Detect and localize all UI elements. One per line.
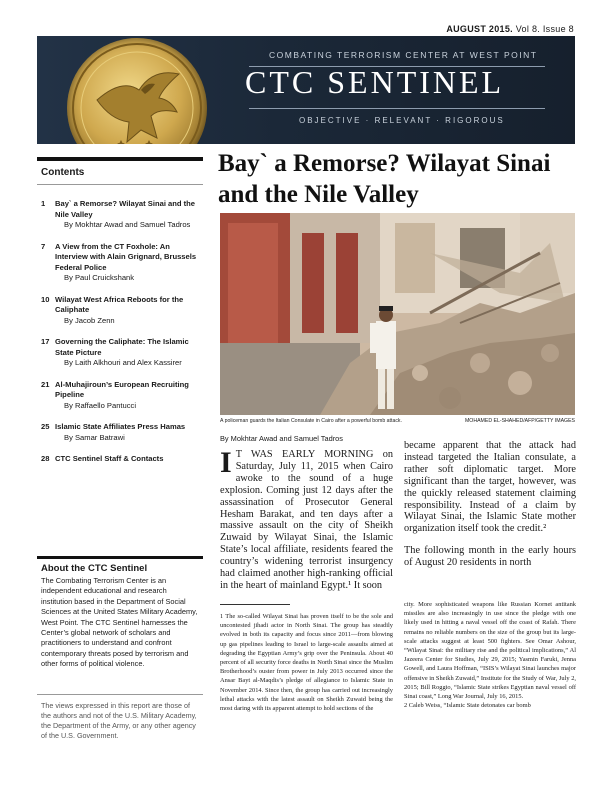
contents-item-title: Bay` a Remorse? Wilayat Sinai and the Nile Valley xyxy=(55,199,196,219)
contents-item-page: 21 xyxy=(41,379,50,389)
contents-item[interactable] xyxy=(37,295,203,327)
contents-item-title: Al-Muhajiroun’s European Recruiting Pipeline xyxy=(55,379,189,399)
contents-item-title: A View from the CT Foxhole: An Interview with Alain Grignard, Brussels Federal Police xyxy=(55,241,197,272)
footnote-rule xyxy=(220,604,290,605)
article-column-2-paragraph-2: The following month in the early hours of August 20 residents in north xyxy=(404,545,576,569)
contents-item-title: Wilayat West Africa Reboots for the Caliphate xyxy=(55,294,184,314)
masthead-tagline: OBJECTIVE · RELEVANT · RIGOROUS xyxy=(299,116,505,125)
contents-item-page: 1 xyxy=(41,199,46,208)
about-body: The Combating Terrorism Center is an independent educational and research institution based in the Department of Social Sciences at the United States Military Academy, West Point. The CTC Sentinel harnesses the Center’s global network of scholars and practitioners to understand and confront contemporary threats posed by terrorism and other forms of political violence. xyxy=(41,576,198,669)
article-byline: By Mokhtar Awad and Samuel Tadros xyxy=(220,434,343,443)
masthead xyxy=(37,36,575,144)
contents-item-text xyxy=(55,454,203,465)
contents-top-rule xyxy=(37,157,203,161)
disclaimer-rule xyxy=(37,694,203,695)
contents-item-title: Governing the Caliphate: The Islamic State Picture xyxy=(55,337,189,357)
contents-item-author: By Mokhtar Awad and Samuel Tadros xyxy=(64,220,191,229)
issue-date: AUGUST 2015. xyxy=(446,24,513,34)
contents-item-text xyxy=(55,380,203,412)
disclaimer-section xyxy=(37,694,203,741)
photo-caption-row xyxy=(220,418,575,424)
contents-item-page: 25 xyxy=(41,422,50,431)
contents-item-page: 28 xyxy=(41,454,50,463)
contents-item-text xyxy=(55,422,203,443)
about-top-rule xyxy=(37,556,203,559)
contents-item-title: CTC Sentinel Staff & Contacts xyxy=(55,454,164,463)
issue-volume: Vol 8. Issue 8 xyxy=(515,24,574,34)
contents-heading: Contents xyxy=(41,167,85,178)
article-column-1-text: T WAS EARLY MORNING on Saturday, July 11, 2015 when Cairo awoke to the sound of a huge explosion. Coming just 12 days after the assassination of Prosecutor General Hesham Barakat, and ten days after a massive assault on the city of Sheikh Zuwaid by Wilayat Sinai, the Islamic State’s local affiliate, residents feared the country’s widening terrorist insurgency had claimed another high-ranking official in the heart of mainland Egypt.¹ It soon xyxy=(220,449,393,591)
article-photo xyxy=(220,213,575,415)
contents-item-author: By Paul Cruickshank xyxy=(64,273,135,282)
contents-list xyxy=(37,199,203,465)
contents-item-text xyxy=(55,295,203,327)
article-column-1 xyxy=(220,446,393,592)
contents-item[interactable] xyxy=(37,380,203,412)
photo-caption: A policeman guards the Italian Consulate in Cairo after a powerful bomb attack. xyxy=(220,418,402,424)
contents-sidebar xyxy=(37,157,203,476)
contents-item[interactable] xyxy=(37,242,203,284)
contents-item-page: 7 xyxy=(41,241,46,251)
about-heading: About the CTC Sentinel xyxy=(41,563,148,574)
contents-item-author: By Laith Alkhouri and Alex Kassirer xyxy=(64,358,182,367)
contents-item[interactable] xyxy=(37,337,203,369)
disclaimer-text: The views expressed in this report are those of the authors and not of the U.S. Military Academy, the Department of the Army, or any other agency of the U.S. Government. xyxy=(41,701,197,740)
contents-item-author: By Raffaello Pantucci xyxy=(64,400,137,410)
article-column-2 xyxy=(404,440,576,579)
article-headline: Bay` a Remorse? Wilayat Sinai and the Nile Valley xyxy=(218,150,551,208)
drop-cap: I xyxy=(220,446,232,479)
contents-item-page: 10 xyxy=(41,294,50,304)
contents-item-author: By Jacob Zenn xyxy=(64,315,115,325)
contents-divider xyxy=(37,184,203,185)
photo-credit: MOHAMED EL-SHAHED/AFP/GETTY IMAGES xyxy=(464,418,575,424)
masthead-title: CTC SENTINEL xyxy=(245,64,505,100)
footnote-right: city. More sophisticated weapons like Russian Kornet antitank missiles are also increasingly in use since the pledge with one likely used in hitting a naval vessel off the coast of Rafah. There remains no reliable numbers on the size of the group but its large-scale attacks suggest at least 500 fighters. See Omar Ashour, “Wilayat Sinai: the military rise and the political implications,” Al Jazeera Center for Studies, July 29, 2015; Yasmin Faruki, Jenna Gowell, and Laura Hoffman, “ISIS’s Wilayat Sinai launches major offensive in Sheikh Zuwaid,” Institute for the Study of War, July 2, 2015; Bill Roggio, “Islamic State strikes Egyptian naval vessel off Sinai coast,” Long War Journal, July 16, 2015. 2 Caleb Weiss, “Islamic State detonates car bomb xyxy=(404,601,576,710)
masthead-organization: COMBATING TERRORISM CENTER AT WEST POINT xyxy=(269,50,538,60)
masthead-rule-bottom xyxy=(249,108,545,109)
article-column-2-paragraph-1: became apparent that the attack had instead targeted the Italian consulate, a rather soft diplomatic target. More significant than the target, however, was the quickly released statement claiming responsibility. Instead of a claim by Wilayat Sinai, the Islamic State mother organization itself took the credit.² xyxy=(404,440,576,535)
contents-item-author: By Samar Batrawi xyxy=(64,432,125,442)
contents-item[interactable] xyxy=(37,199,203,231)
contents-item[interactable] xyxy=(37,422,203,443)
eagle-seal-icon xyxy=(67,38,207,144)
issue-line xyxy=(446,24,574,34)
contents-item[interactable] xyxy=(37,454,203,465)
contents-item-title: Islamic State Affiliates Press Hamas xyxy=(55,422,186,431)
contents-item-page: 17 xyxy=(41,337,50,346)
footnote-left: 1 The so-called Wilayat Sinai has proven itself to be the sole and uncontested jihadi actor in North Sinai. The group has steadily evolved in both its capacity and focus since 2011—from blowing up gas pipelines leading to Israel to large-scale assaults aimed at degrading the Egyptian Army’s grip over the Peninsula. About 40 percent of all security force deaths in North Sinai since the Muslim Brotherhood’s ouster from power in July 2013 occurred since the Ansar Bayt al-Maqdis’s pledge of allegiance to Islamic State in November 2014. Since then, the group has carried out increasingly lethal attacks with the latest assault on Sheikh Zuwaid being the most daring with its apparent attempt to hold sections of the xyxy=(220,613,393,713)
contents-item-text xyxy=(55,337,203,369)
about-section xyxy=(37,556,203,670)
contents-item-text xyxy=(55,242,203,284)
contents-item-text xyxy=(55,199,203,231)
